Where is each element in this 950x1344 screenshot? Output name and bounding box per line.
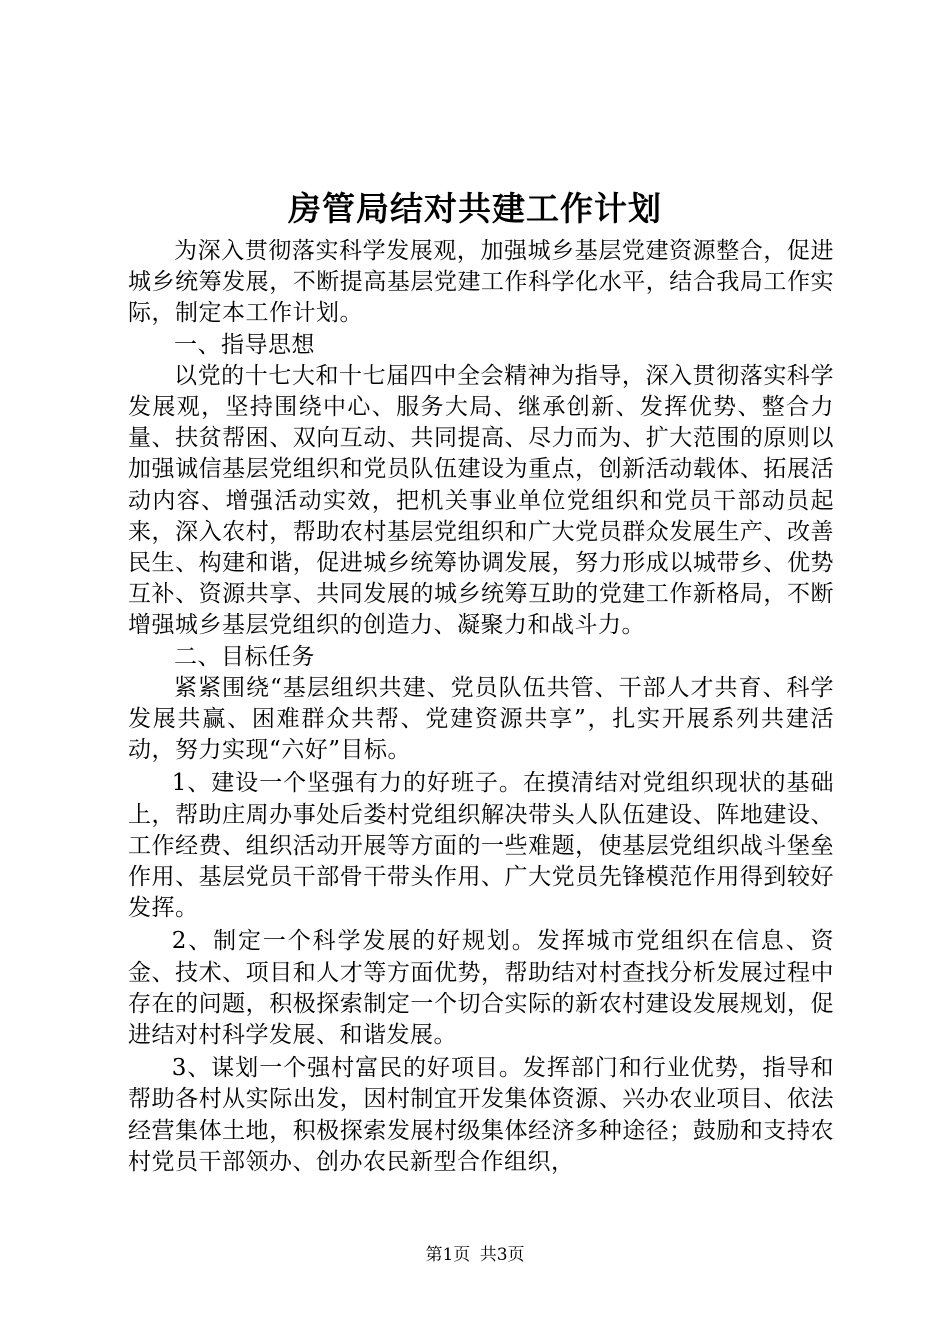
paragraph-goals: 紧紧围绕“基层组织共建、党员队伍共管、干部人才共育、科学发展共赢、困难群众共帮、党建资源共享”，扎实开展系列共建活动，努力实现“六好”目标。 (128, 674, 834, 764)
paragraph-intro: 为深入贯彻落实科学发展观，加强城乡基层党建资源整合，促进城乡统筹发展，不断提高基层党建工作科学化水平，结合我局工作实际，制定本工作计划。 (128, 238, 834, 327)
document-title: 房管局结对共建工作计划 (288, 189, 662, 228)
paragraph-item-1: 1、建设一个坚强有力的好班子。在摸清结对党组织现状的基础上，帮助庄周办事处后娄村党组织解决带头人队伍建设、阵地建设、工作经费、组织活动开展等方面的一些难题，使基层党组织战斗堡垒作用、基层党员干部骨干带头作用、广大党员先锋模范作用得到较好发挥。 (128, 770, 834, 922)
heading-goals: 二、目标任务 (174, 643, 315, 670)
heading-guiding-thought: 一、指导思想 (174, 331, 315, 358)
document-body (128, 236, 834, 1178)
paragraph-item-2: 2、制定一个科学发展的好规划。发挥城市党组织在信息、资金、技术、项目和人才等方面优势，帮助结对村查找分析发展过程中存在的问题，积极探索制定一个切合实际的新农村建设发展规划，促进结对村科学发展、和谐发展。 (128, 928, 834, 1049)
paragraph-item-3: 3、谋划一个强村富民的好项目。发挥部门和行业优势，指导和帮助各村从实际出发，因村制宜开发集体资源、兴办农业项目、依法经营集体土地，积极探索发展村级集体经济多种途径；鼓励和支持农村党员干部领办、创办农民新型合作组织， (128, 1055, 834, 1175)
paragraph-guiding-thought: 以党的十七大和十七届四中全会精神为指导，深入贯彻落实科学发展观，坚持围绕中心、服务大局、继承创新、发挥优势、整合力量、扶贫帮困、双向互动、共同提高、尽力而为、扩大范围的原则以加强诚信基层党组织和党员队伍建设为重点，创新活动载体、拓展活动内容、增强活动实效，把机关事业单位党组织和党员干部动员起来，深入农村，帮助农村基层党组织和广大党员群众发展生产、改善民生、构建和谐，促进城乡统筹协调发展，努力形成以城带乡、优势互补、资源共享、共同发展的城乡统筹互助的党建工作新格局，不断增强城乡基层党组织的创造力、凝聚力和战斗力。 (128, 362, 834, 639)
page-number: 第1页 (425, 1245, 471, 1265)
page-total: 共3页 (479, 1245, 525, 1265)
page-footer (0, 1244, 950, 1266)
